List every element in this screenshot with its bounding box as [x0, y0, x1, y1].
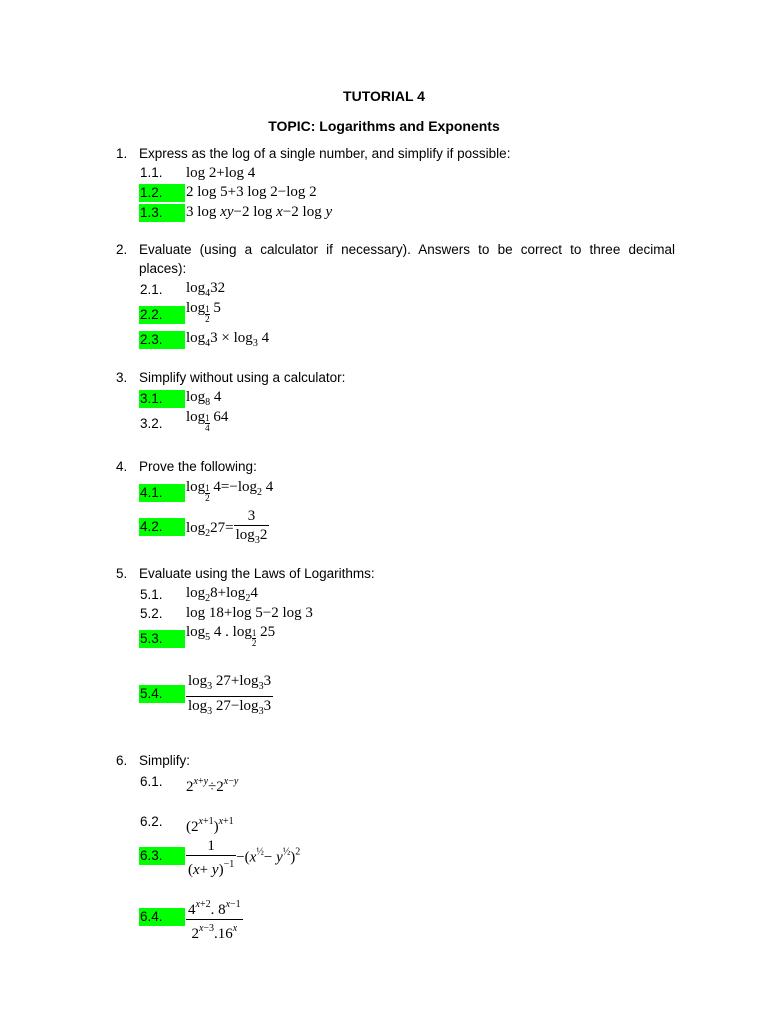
- document-topic: TOPIC: Logarithms and Exponents: [268, 118, 500, 134]
- subq-3-2-number: 3.2.: [140, 416, 163, 431]
- subq-6-1-expression: $2^{x+y}\div 2^{x-y}$: [186, 776, 239, 795]
- question-4-text: Prove the following:: [139, 459, 257, 474]
- subq-1-3-expression: 3 log xy−2 log x−2 log y: [186, 204, 333, 220]
- subq-5-3-expression: $\log_5 4$ . log $\frac{1}{2}$ 25: [186, 624, 276, 648]
- subq-2-3-number: 2.3.: [139, 331, 185, 349]
- subq-5-3-number: 5.3.: [139, 630, 185, 648]
- subq-1-2-number: 1.2.: [139, 184, 185, 202]
- subq-1-1-expression: log 2+log 4: [186, 165, 256, 181]
- subq-1-3-number: 1.3.: [139, 204, 185, 222]
- question-3-number: 3.: [116, 370, 128, 385]
- subq-6-2-expression: $(2^{x+1})^{x+1}$: [186, 816, 234, 835]
- subq-5-2-number: 5.2.: [140, 606, 163, 621]
- question-3-text: Simplify without using a calculator:: [139, 370, 346, 385]
- subq-2-3-expression: $\log_43 \times \log_3 4$: [186, 330, 270, 349]
- subq-5-4-number: 5.4.: [139, 685, 185, 703]
- question-2-text-line2: places):: [139, 261, 187, 276]
- subq-4-1-number: 4.1.: [139, 484, 185, 502]
- subq-5-1-expression: $\log_28+\log_24$: [186, 585, 258, 604]
- question-1-text: Express as the log of a single number, and simplify if possible:: [139, 146, 511, 161]
- question-2-number: 2.: [116, 242, 128, 257]
- question-4-number: 4.: [116, 459, 128, 474]
- subq-4-1-expression: log $\frac{1}{2}$ $4=-\log_2$ 4: [186, 479, 274, 503]
- question-2-text-line1: Evaluate (using a calculator if necessary). Answers to be correct to three decimal: [139, 242, 675, 257]
- subq-2-1-expression: $\log_432$: [186, 280, 226, 299]
- subq-2-1-number: 2.1.: [140, 282, 163, 297]
- subq-5-1-number: 5.1.: [140, 587, 163, 602]
- subq-6-2-number: 6.2.: [140, 814, 163, 829]
- question-6-text: Simplify:: [139, 753, 191, 768]
- subq-5-4-expression: $\frac{\log_3 27+\log_33}{\log_3 27-\log_33}$: [188, 673, 272, 717]
- subq-4-2-expression: $\log_227=$ $\frac{3}{\log_32}$: [186, 508, 268, 546]
- subq-6-1-number: 6.1.: [140, 774, 163, 789]
- subq-6-3-expression: $\frac{1}{(x+ y)^{-1}}$ $-(x^{\frac{1}{2}}- y^{\frac{1}{2}})^2$: [188, 838, 301, 878]
- subq-5-2-expression: log 18+log 5−2 log 3: [186, 605, 313, 621]
- subq-6-3-number: 6.3.: [139, 847, 185, 865]
- subq-1-2-expression: 2 log 5+3 log 2−log 2: [186, 184, 317, 200]
- document-title: TUTORIAL 4: [343, 88, 425, 104]
- subq-6-4-number: 6.4.: [139, 908, 185, 926]
- question-5-text: Evaluate using the Laws of Logarithms:: [139, 566, 375, 581]
- subq-4-2-number: 4.2.: [139, 518, 185, 536]
- question-1-number: 1.: [116, 146, 128, 161]
- subq-3-1-expression: $\log_8 4$: [186, 389, 222, 408]
- subq-3-1-number: 3.1.: [139, 390, 185, 408]
- subq-6-4-expression: $\frac{4^{x+2}. 8^{x-1}}{2^{x-3}.16^x}$: [186, 896, 243, 943]
- question-5-number: 5.: [116, 566, 128, 581]
- subq-2-2-number: 2.2.: [139, 306, 185, 324]
- subq-3-2-expression: log $\frac{1}{4}$ 64: [186, 409, 229, 433]
- subq-1-1-number: 1.1.: [140, 165, 163, 180]
- subq-2-2-expression: log $\frac{1}{2}$ 5: [186, 300, 221, 324]
- question-6-number: 6.: [116, 753, 128, 768]
